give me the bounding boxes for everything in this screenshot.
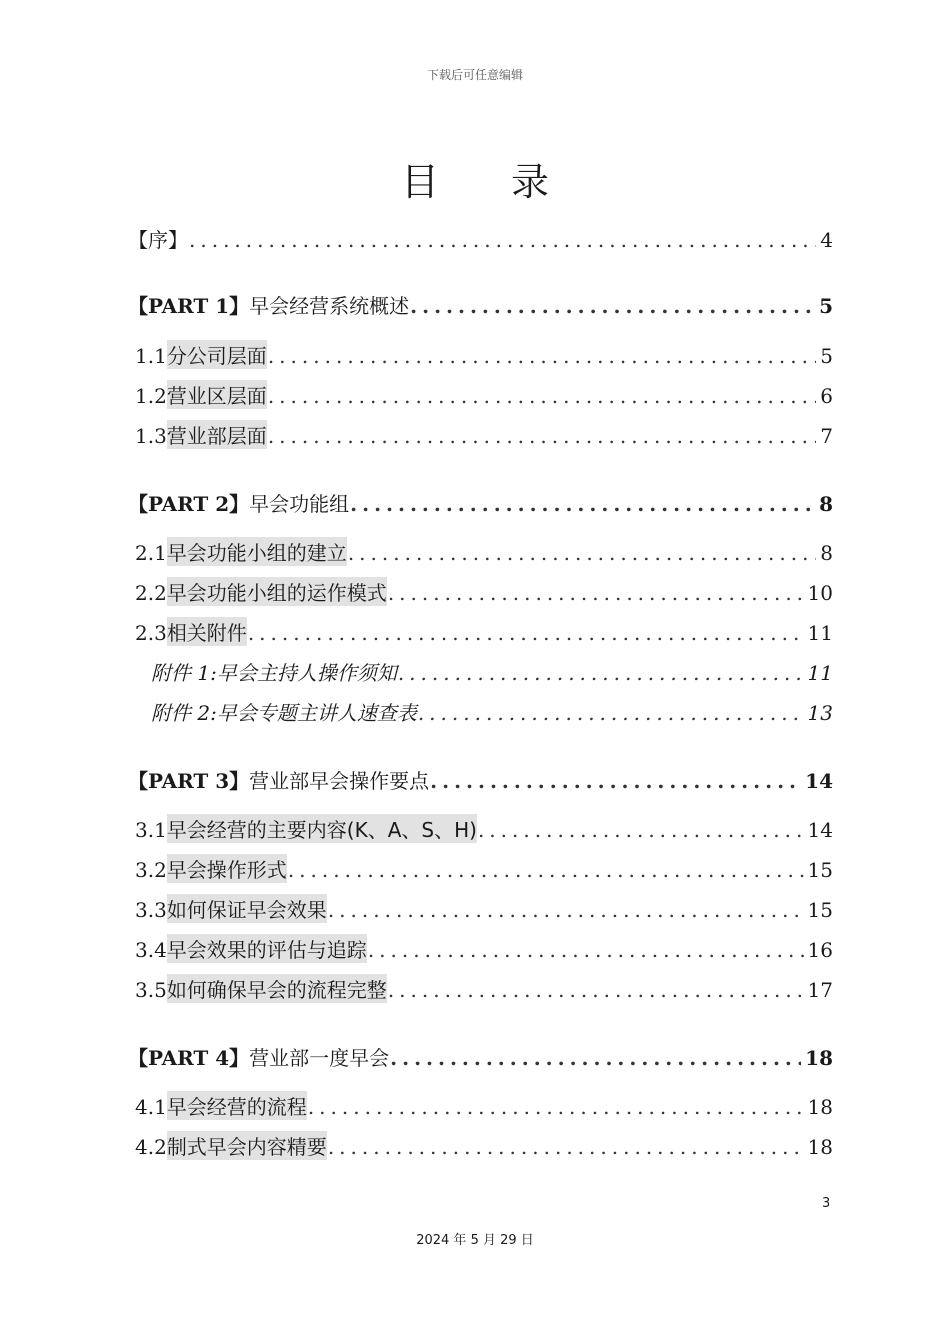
toc-entry[interactable] (128, 1131, 833, 1161)
toc-entry-number: 【序】 (128, 228, 188, 252)
toc-dot-leader (390, 1046, 801, 1070)
toc-entry-page: 18 (805, 1046, 833, 1070)
toc-entry-number: 2.3 (135, 621, 167, 645)
toc-part-entry[interactable] (128, 290, 833, 320)
toc-entry-label: 营业部层面 (167, 420, 267, 449)
toc-dot-leader (418, 701, 804, 725)
toc-entry-number: 附件 2: (151, 701, 217, 725)
toc-entry-label: 早会功能小组的建立 (167, 537, 347, 566)
toc-dot-leader (388, 978, 804, 1002)
toc-entry-label: 早会操作形式 (167, 854, 287, 883)
footer-date: 2024 年 5 月 29 日 (416, 1233, 534, 1248)
toc-entry-number: 【PART 2】 (128, 492, 250, 516)
toc-entry-label: 如何确保早会的流程完整 (167, 974, 387, 1003)
toc-entry-number: 附件 1: (151, 661, 217, 685)
toc-entry-label: 早会效果的评估与追踪 (167, 934, 367, 963)
toc-entry-number: 4.1 (135, 1095, 167, 1119)
toc-dot-leader (350, 492, 815, 516)
toc-entry-number: 【PART 1】 (128, 294, 250, 318)
toc-entry-number: 4.2 (135, 1135, 167, 1159)
toc-entry-page: 17 (807, 978, 833, 1002)
toc-entry-label: 营业部早会操作要点 (249, 769, 430, 793)
toc-entry-page: 16 (807, 938, 833, 962)
toc-entry-page: 18 (807, 1095, 833, 1119)
toc-entry-page: 11 (807, 621, 833, 645)
toc-entry-label: 早会功能小组的运作模式 (167, 577, 387, 606)
toc-entry-label: 营业区层面 (167, 380, 267, 409)
toc-entry-number: 【PART 3】 (128, 769, 250, 793)
toc-entry[interactable] (128, 380, 833, 410)
toc-entry-number: 1.3 (135, 424, 167, 448)
toc-entry-label: 早会经营系统概述 (249, 294, 410, 318)
toc-entry-number: 3.4 (135, 938, 167, 962)
toc-entry-page: 8 (819, 492, 833, 516)
toc-dot-leader (430, 769, 801, 793)
toc-dot-leader (388, 581, 804, 605)
toc-entry-page: 5 (820, 344, 833, 368)
toc-entry[interactable] (128, 577, 833, 607)
toc-entry-page: 14 (807, 818, 833, 842)
toc-entry-label: 早会主持人操作须知 (216, 661, 397, 685)
toc-entry-label: 制式早会内容精要 (167, 1131, 327, 1160)
toc-part-entry[interactable] (128, 765, 833, 795)
toc-part-entry[interactable] (128, 1042, 833, 1072)
toc-dot-leader (268, 424, 816, 448)
toc-entry[interactable] (128, 224, 833, 254)
toc-entry[interactable] (128, 974, 833, 1004)
toc-entry-page: 15 (807, 858, 833, 882)
toc-entry-label: 早会功能组 (249, 492, 350, 516)
toc-entry-number: 3.3 (135, 898, 167, 922)
toc-dot-leader (328, 898, 804, 922)
toc-entry[interactable] (128, 814, 833, 844)
toc-entry-page: 5 (819, 294, 833, 318)
toc-dot-leader (348, 541, 816, 565)
toc-entry-number: 1.1 (135, 344, 167, 368)
header-note: 下载后可任意编辑 (426, 68, 523, 82)
toc-entry-number: 2.1 (135, 541, 167, 565)
toc-attachment-entry[interactable] (128, 657, 833, 687)
toc-entry-page: 8 (820, 541, 833, 565)
toc-entry-label: 分公司层面 (167, 340, 267, 369)
toc-dot-leader (248, 621, 804, 645)
toc-entry[interactable] (128, 934, 833, 964)
toc-entry-page: 13 (807, 701, 833, 725)
toc-entry-page: 11 (807, 661, 833, 685)
toc-entry[interactable] (128, 1091, 833, 1121)
toc-dot-leader (268, 384, 816, 408)
toc-entry-page: 18 (807, 1135, 833, 1159)
toc-entry-page: 14 (805, 769, 833, 793)
toc-entry[interactable] (128, 340, 833, 370)
toc-entry-page: 4 (820, 228, 833, 252)
toc-entry[interactable] (128, 894, 833, 924)
toc-entry-page: 15 (807, 898, 833, 922)
toc-entry-number: 3.2 (135, 858, 167, 882)
toc-dot-leader (189, 228, 816, 252)
toc-dot-leader (478, 818, 804, 842)
toc-entry-page: 7 (820, 424, 833, 448)
toc-entry-number: 3.5 (135, 978, 167, 1002)
toc-dot-leader (268, 344, 816, 368)
toc-entry-page: 6 (820, 384, 833, 408)
page-number: 3 (822, 1196, 831, 1211)
toc-entry[interactable] (128, 617, 833, 647)
page-title: 目 录 (400, 160, 580, 205)
toc-entry-label: 早会专题主讲人速查表 (216, 701, 417, 725)
toc-entry[interactable] (128, 537, 833, 567)
toc-dot-leader (410, 294, 815, 318)
toc-entry-number: 1.2 (135, 384, 167, 408)
toc-entry-label: 营业部一度早会 (249, 1046, 390, 1070)
toc-entry-number: 3.1 (135, 818, 167, 842)
toc-entry[interactable] (128, 854, 833, 884)
toc-entry-label: 早会经营的主要内容(K、A、S、H) (167, 814, 477, 843)
toc-entry-number: 【PART 4】 (128, 1046, 250, 1070)
toc-dot-leader (288, 858, 804, 882)
toc-attachment-entry[interactable] (128, 697, 833, 727)
toc-dot-leader (308, 1095, 804, 1119)
toc-dot-leader (328, 1135, 804, 1159)
toc-entry-label: 如何保证早会效果 (167, 894, 327, 923)
toc-entry[interactable] (128, 420, 833, 450)
toc-dot-leader (398, 661, 804, 685)
toc-dot-leader (368, 938, 804, 962)
toc-part-entry[interactable] (128, 488, 833, 518)
toc-entry-label: 早会经营的流程 (167, 1091, 307, 1120)
toc-entry-number: 2.2 (135, 581, 167, 605)
toc-entry-label: 相关附件 (167, 617, 247, 646)
toc-entry-page: 10 (807, 581, 833, 605)
